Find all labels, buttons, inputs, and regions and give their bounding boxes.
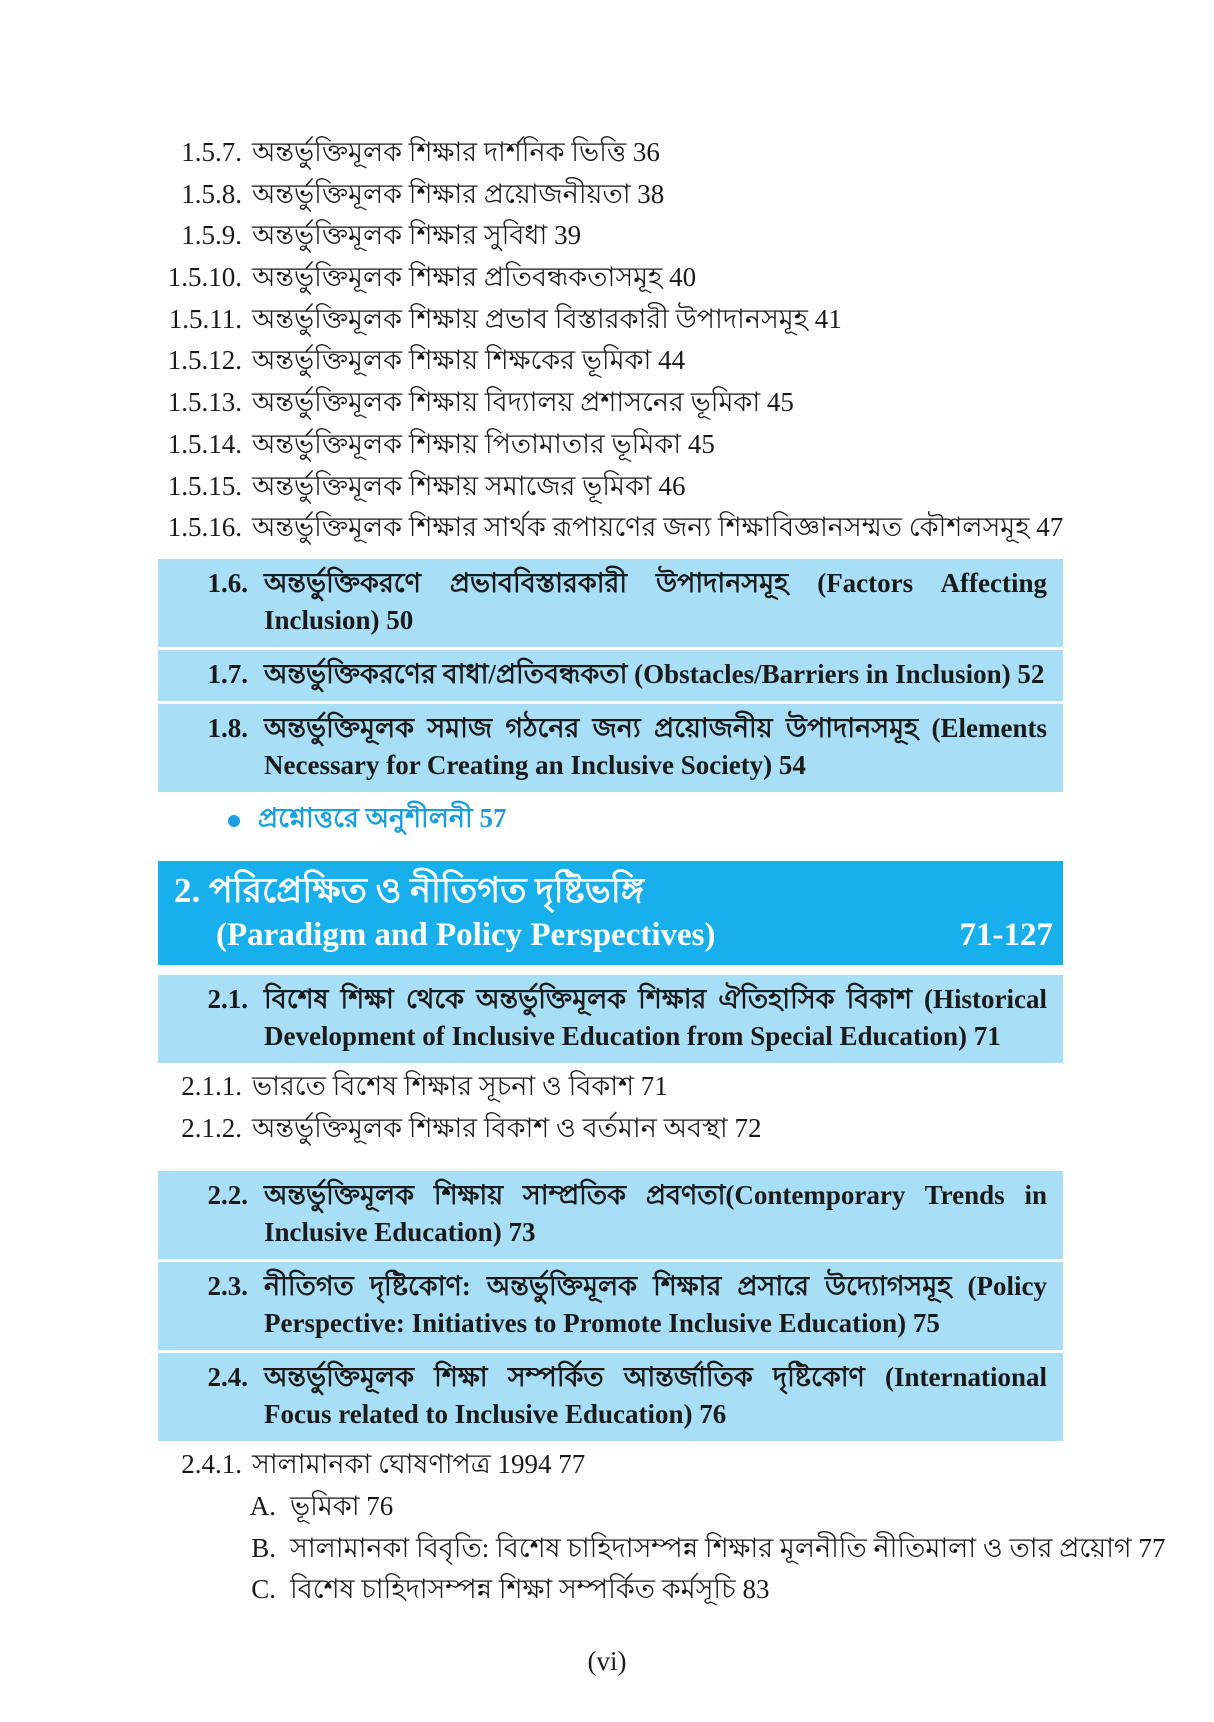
- toc-list-2-4: [158, 1444, 1166, 1611]
- chapter-title-bengali: 2. পরিপ্রেক্ষিত ও নীতিগত দৃষ্টিভঙ্গি: [174, 870, 644, 910]
- toc-entry[interactable]: [158, 299, 1063, 341]
- subentry-letter: B.: [251, 1532, 276, 1563]
- toc-exercise[interactable]: [158, 795, 1063, 847]
- toc-list-1-5: [158, 132, 1063, 549]
- entry-number: 2.1.2.: [181, 1112, 242, 1143]
- toc-entry[interactable]: [158, 466, 1063, 508]
- toc-section-1-6[interactable]: [158, 559, 1063, 650]
- chapter-title-english: (Paradigm and Policy Perspectives): [216, 916, 716, 953]
- entry-title: অন্তর্ভুক্তিমূলক শিক্ষার সুবিধা 39: [252, 220, 582, 251]
- subentry-title: ভূমিকা 76: [290, 1490, 394, 1521]
- toc-subentry[interactable]: [158, 1486, 1063, 1528]
- entry-title: অন্তর্ভুক্তিমূলক শিক্ষার প্রয়োজনীয়তা 38: [252, 178, 665, 209]
- entry-title: সালামানকা ঘোষণাপত্র 1994 77: [252, 1449, 586, 1480]
- toc-section-1-8[interactable]: [158, 704, 1063, 795]
- entry-title: অন্তর্ভুক্তিমূলক শিক্ষায় প্রভাব বিস্তারকারী উপাদানসমূহ 41: [252, 303, 842, 334]
- toc-section-2-2[interactable]: [158, 1171, 1063, 1262]
- entry-number: 1.5.8.: [181, 178, 242, 209]
- exercise-label: প্রশ্নোত্তরে অনুশীলনী 57: [258, 803, 507, 834]
- section-number: 2.4.: [207, 1362, 248, 1393]
- section-number: 1.8.: [207, 712, 248, 743]
- section-title: অন্তর্ভুক্তিকরণের বাধা/প্রতিবন্ধকতা (Obstacles/Barriers in Inclusion) 52: [264, 658, 1045, 689]
- section-title: নীতিগত দৃষ্টিকোণ: অন্তর্ভুক্তিমূলক শিক্ষার প্রসারে উদ্যোগসমূহ (Policy Perspective: Initiatives to Promote Inclusive Education) 75: [264, 1271, 1047, 1339]
- entry-title: ভারতে বিশেষ শিক্ষার সূচনা ও বিকাশ 71: [252, 1070, 668, 1101]
- subentry-letter: C.: [251, 1574, 276, 1605]
- toc-section-1-7[interactable]: [158, 650, 1063, 704]
- section-title: অন্তর্ভুক্তিমূলক শিক্ষায় সাম্প্রতিক প্রবণতা(Contemporary Trends in Inclusive Education) 73: [264, 1180, 1047, 1248]
- toc-list-2-1: [158, 1066, 1063, 1149]
- section-title: বিশেষ শিক্ষা থেকে অন্তর্ভুক্তিমূলক শিক্ষার ঐতিহাসিক বিকাশ (Historical Development of Inclusive Education from Special Education) 71: [264, 983, 1047, 1051]
- toc-entry[interactable]: [158, 174, 1063, 216]
- toc-section-2-4[interactable]: [158, 1353, 1063, 1444]
- section-title: অন্তর্ভুক্তিমূলক শিক্ষা সম্পর্কিত আন্তর্জাতিক দৃষ্টিকোণ (International Focus related to Inclusive Education) 76: [264, 1362, 1047, 1430]
- entry-title: অন্তর্ভুক্তিমূলক শিক্ষার বিকাশ ও বর্তমান অবস্থা 72: [252, 1112, 762, 1143]
- section-number: 2.1.: [207, 983, 248, 1014]
- toc-entry[interactable]: [158, 424, 1063, 466]
- entry-number: 2.1.1.: [181, 1070, 242, 1101]
- entry-title: অন্তর্ভুক্তিমূলক শিক্ষার প্রতিবন্ধকতাসমূহ 40: [252, 262, 697, 293]
- toc-subentry[interactable]: [158, 1528, 1166, 1570]
- entry-number: 1.5.15.: [167, 470, 242, 501]
- toc-entry[interactable]: [158, 382, 1063, 424]
- section-title: অন্তর্ভুক্তিকরণে প্রভাববিস্তারকারী উপাদানসমূহ (Factors Affecting Inclusion) 50: [264, 567, 1047, 635]
- entry-number: 2.4.1.: [181, 1449, 242, 1480]
- chapter-page-range: 71-127: [959, 916, 1053, 953]
- entry-number: 1.5.12.: [167, 345, 242, 376]
- toc-section-2-1[interactable]: [158, 975, 1063, 1066]
- entry-number: 1.5.11.: [168, 303, 242, 334]
- entry-title: অন্তর্ভুক্তিমূলক শিক্ষায় সমাজের ভূমিকা 46: [252, 470, 686, 501]
- entry-number: 1.5.10.: [167, 262, 242, 293]
- section-number: 1.7.: [207, 658, 248, 689]
- subentry-letter: A.: [249, 1490, 276, 1521]
- toc-entry[interactable]: [158, 1108, 1063, 1150]
- section-number: 1.6.: [207, 567, 248, 598]
- toc-entry[interactable]: [158, 340, 1063, 382]
- entry-number: 1.5.13.: [167, 387, 242, 418]
- entry-number: 1.5.9.: [181, 220, 242, 251]
- toc-entry[interactable]: [158, 1444, 1063, 1486]
- bullet-icon: [228, 815, 240, 827]
- toc-subentry[interactable]: [158, 1569, 1063, 1611]
- section-number: 2.2.: [207, 1180, 248, 1211]
- subentry-title: সালামানকা বিবৃতি: বিশেষ চাহিদাসম্পন্ন শিক্ষার মূলনীতি নীতিমালা ও তার প্রয়োগ 77: [290, 1532, 1166, 1563]
- toc-entry[interactable]: [158, 132, 1063, 174]
- subentry-title: বিশেষ চাহিদাসম্পন্ন শিক্ষা সম্পর্কিত কর্মসূচি 83: [290, 1574, 770, 1605]
- section-number: 2.3.: [207, 1271, 248, 1302]
- table-of-contents: [158, 132, 1166, 1611]
- chapter-2-header[interactable]: [158, 861, 1063, 965]
- toc-entry[interactable]: [158, 1066, 1063, 1108]
- section-title: অন্তর্ভুক্তিমূলক সমাজ গঠনের জন্য প্রয়োজনীয় উপাদানসমূহ (Elements Necessary for Creating an Inclusive Society) 54: [264, 712, 1047, 780]
- entry-title: অন্তর্ভুক্তিমূলক শিক্ষার দার্শনিক ভিত্তি 36: [252, 137, 660, 167]
- entry-number: 1.5.7.: [181, 137, 242, 167]
- entry-title: অন্তর্ভুক্তিমূলক শিক্ষার সার্থক রূপায়ণের জন্য শিক্ষাবিজ্ঞানসম্মত কৌশলসমূহ 47: [252, 512, 1064, 543]
- entry-title: অন্তর্ভুক্তিমূলক শিক্ষায় বিদ্যালয় প্রশাসনের ভূমিকা 45: [252, 387, 794, 418]
- entry-title: অন্তর্ভুক্তিমূলক শিক্ষায় পিতামাতার ভূমিকা 45: [252, 428, 715, 459]
- entry-number: 1.5.14.: [167, 428, 242, 459]
- entry-title: অন্তর্ভুক্তিমূলক শিক্ষায় শিক্ষকের ভূমিকা 44: [252, 345, 686, 376]
- entry-number: 1.5.16.: [167, 512, 242, 543]
- toc-entry[interactable]: [158, 507, 1063, 549]
- toc-section-2-3[interactable]: [158, 1262, 1063, 1353]
- toc-entry[interactable]: [158, 257, 1063, 299]
- toc-entry[interactable]: [158, 215, 1063, 257]
- page-number: (vi): [587, 1646, 627, 1676]
